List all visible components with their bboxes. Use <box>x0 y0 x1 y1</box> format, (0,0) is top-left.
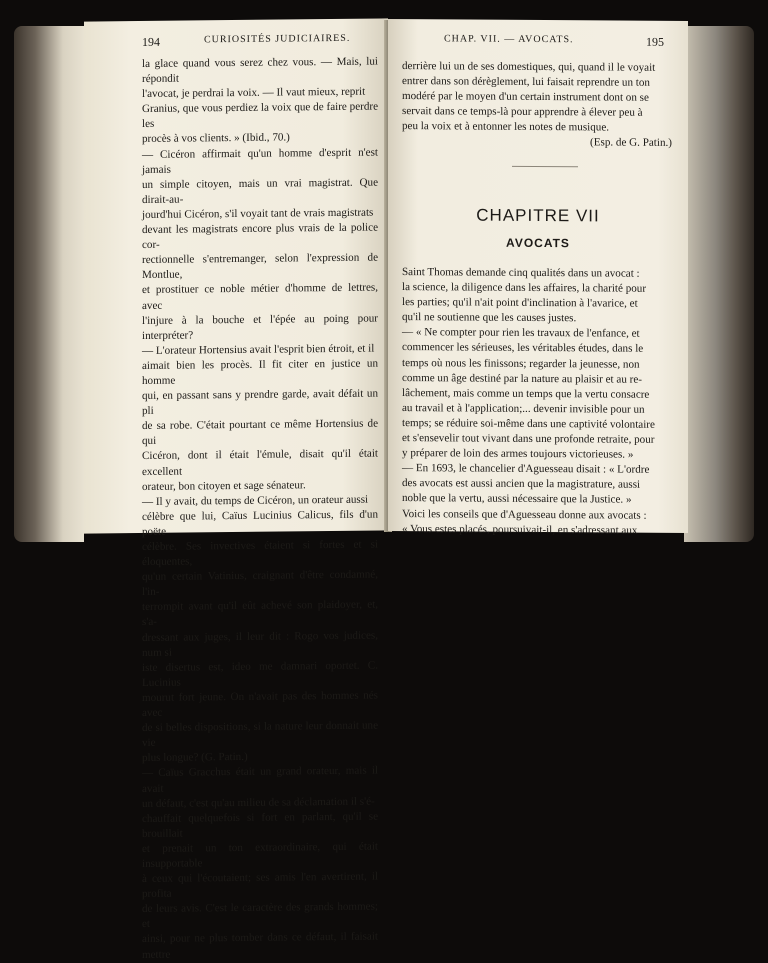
right-top-line: derrière lui un de ses domestiques, qui, quand il le voyait <box>402 60 656 74</box>
right-body-line: lâchement, mais comme un temps que la vertu consacre <box>402 386 650 401</box>
left-line: — Cicéron affirmait qu'un homme d'esprit n'est jamais <box>142 146 378 176</box>
right-top-line: modéré par le moyen d'un certain instrument dont on se <box>402 90 649 104</box>
left-line: la glace quand vous serez chez vous. — Mais, lui répondit <box>142 55 378 86</box>
right-body-line: comme un âge destiné par la nature au plaisir et au re- <box>402 371 642 386</box>
left-line: — L'orateur Hortensius avait l'esprit bien étroit, et il <box>142 342 375 357</box>
left-line: Granius, que vous perdiez la voix que de faire perdre les <box>142 100 378 131</box>
left-line: chauffait quelquefois si fort en parlant, qu'il se brouillait <box>142 810 378 840</box>
right-body-line: Voici les conseils que d'Aguesseau donne aux avocats : <box>402 507 647 522</box>
right-page <box>388 19 688 537</box>
left-line: célèbre que lui, Caïus Lucinius Calicus, fils d'un poëte <box>142 508 378 538</box>
left-line: mourut fort jeune. On n'avait pas des hommes nés avec <box>142 689 378 720</box>
right-body-line: noble que la vertu, aussi nécessaire que la Justice. » <box>402 492 632 507</box>
citation: (Esp. de G. Patin.) <box>590 136 672 150</box>
left-line: l'avocat, je perdrai la voix. — Il vaut mieux, reprit <box>142 85 366 101</box>
left-line: devant les magistrats encore plus vrais de la police cor- <box>142 221 378 252</box>
left-line: qu'un certain Vatinius, craignant d'être condamné, l'in- <box>142 568 378 599</box>
left-running-title: CURIOSITÉS JUDICIAIRES. <box>204 32 351 46</box>
right-body-line: qu'il ne soutienne que les causes justes. <box>402 311 577 325</box>
left-line: — Caïus Gracchus était un grand orateur, mais il avait <box>142 764 378 795</box>
right-top-line: servait dans ce temps-là pour apprendre à élever peu à <box>402 105 643 120</box>
left-line: plus longue? (G. Patin.) <box>142 751 248 765</box>
left-page-number: 194 <box>142 34 160 49</box>
right-body-line: et s'ensevelir tout vivant dans une profonde retraite, pour <box>402 432 655 446</box>
left-line: dressant aux juges, il leur dit : Rogo vos judices, num si <box>142 629 378 659</box>
left-line: procès à vos clients. » (Ibid., 70.) <box>142 131 290 146</box>
left-line: aimait bien les procès. Il fit citer en justice un homme <box>142 357 378 387</box>
left-line: de leurs avis. C'est le caractère des grands hommes; et <box>142 900 378 931</box>
left-line: terrompit avant qu'il eût achevé son plaidoyer, et, s'a- <box>142 598 378 629</box>
right-running-title: CHAP. VII. — AVOCATS. <box>444 33 574 46</box>
right-page-number: 195 <box>646 34 664 49</box>
right-body-line: — En 1693, le chancelier d'Aguesseau disait : « L'ordre <box>402 462 650 476</box>
left-line: de sa robe. C'était pourtant ce même Hortensius de qui <box>142 417 378 448</box>
chapter-title: CHAPITRE VII <box>476 205 600 226</box>
left-page-text <box>142 55 378 963</box>
right-body-line: la science, la diligence dans les affaires, la charité pour <box>402 281 647 295</box>
section-title: AVOCATS <box>506 235 570 251</box>
right-body-line: « Vous estes placés, poursuivait-il, en s'adressant aux <box>402 522 638 537</box>
right-body-line: commencer les sérieuses, les véritables études, dans le <box>402 341 644 356</box>
book-cover-right <box>684 26 754 542</box>
right-page-top-text <box>402 59 672 151</box>
background-top <box>0 0 768 20</box>
right-body-line: temps; se réduire soi-même dans une captivité volontaire <box>402 416 655 431</box>
right-top-line: entrer dans son dérèglement, lui faisait reprendre un ton <box>402 75 650 89</box>
right-body-line: — « Ne compter pour rien les travaux de l'enfance, et <box>402 326 640 341</box>
left-line: jourd'hui Cicéron, s'il voyait tant de vrais magistrats <box>142 206 374 221</box>
left-line: orateur, bon citoyen et sage sénateur. <box>142 478 306 493</box>
left-page <box>84 18 388 961</box>
right-body-line: au travail et à l'application;... devenir invisible pour un <box>402 401 645 416</box>
left-line: ainsi, pour ne plus tomber dans ce défaut, il faisait mettre <box>142 930 378 961</box>
left-line: l'injure à la bouche et l'épée au poing pour interpréter? <box>142 312 378 342</box>
right-body-line: les parties; qu'il n'ait point d'inclination à l'avarice, et <box>402 296 638 310</box>
left-line: rectionnelle s'entremanger, selon l'expression de Montlue, <box>142 251 378 282</box>
right-top-line: peu la voix et à entonner les notes de musique. <box>402 120 610 134</box>
right-body-line: temps où nous les finissons; regarder la jeunesse, non <box>402 356 640 371</box>
left-line: de si belles dispositions, si la nature leur donnait une vie <box>142 719 378 750</box>
right-body-line: des avocats est aussi ancien que la magistrature, aussi <box>402 477 641 492</box>
left-line: à ceux qui l'écoutaient; ses amis l'en avertirent, il profita <box>142 870 378 901</box>
left-line: — Il y avait, du temps de Cicéron, un orateur aussi <box>142 493 369 508</box>
right-page-body-text <box>402 265 672 539</box>
left-line: qui, en passant sans y prendre garde, avait défait un pli <box>142 387 378 418</box>
left-line: et prostituer ce noble métier d'homme de lettres, avec <box>142 281 378 312</box>
right-body-line: y préparer de loin des armes toujours victorieuses. » <box>402 447 634 461</box>
left-line: un défaut, c'est qu'au milieu de sa déclamation il s'é- <box>142 795 375 810</box>
right-body-line: Saint Thomas demande cinq qualités dans un avocat : <box>402 266 640 280</box>
left-line: et prenait un ton extraordinaire, qui était insupportable <box>142 840 378 870</box>
section-separator <box>512 166 578 167</box>
left-line: iste disertus est, ideo me damnari oportet. C. Lucinius <box>142 659 378 689</box>
left-line: Cicéron, dont il était l'émule, disait qu'il était excellent <box>142 447 378 478</box>
book-cover-left <box>14 26 84 542</box>
left-line: célèbre. Ses invectives étaient si fortes et si éloquentes, <box>142 538 378 569</box>
left-line: un simple citoyen, mais un vrai magistrat. Que dirait-au- <box>142 176 378 206</box>
